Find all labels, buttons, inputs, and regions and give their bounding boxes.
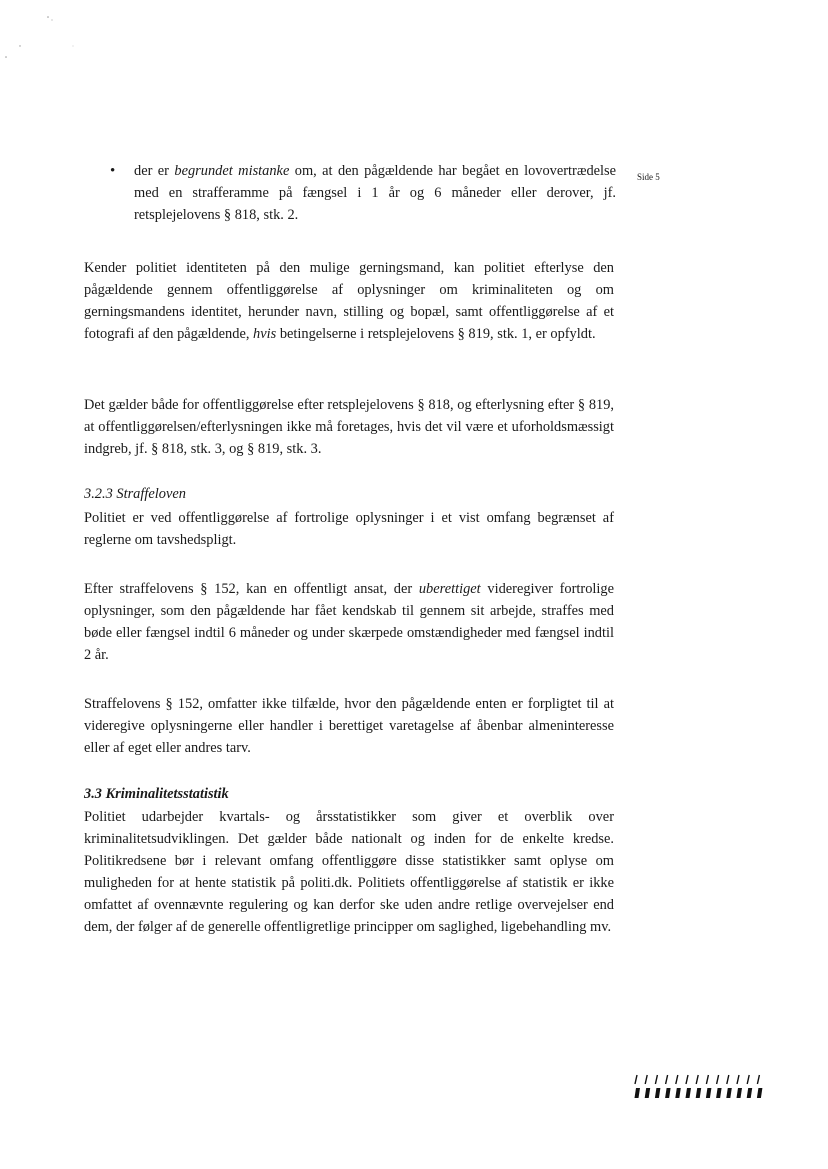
barcode-bottom-mark [747, 1088, 753, 1098]
section-heading-straffeloven: 3.2.3 Straffeloven [84, 486, 186, 502]
bullet-text-end: om, at den pågældende har begået en lovovertrædelse med en strafferamme på fængsel i 1 år og 6 måneder eller derover, jf. retsplejelovens § 818, stk. 2. [134, 163, 617, 223]
barcode-top-mark [635, 1075, 637, 1084]
bullet-text [134, 160, 616, 226]
barcode-top-mark [717, 1075, 719, 1084]
paragraph-statistics: Politiet udarbejder kvartals- og årsstatistikker som giver et overblik over kriminalitetsudviklingen. Det gælder både nationalt og inden for de enkelte kredse. Politikredsene bør i relevant omfang offentliggøre disse statistikker samt oplyse om muligheden for at hente statistik på politi.dk. Politiets offentliggørelse af statistik er ikke omfattet af ovennævnte regulering og kan derfor ske uden andre retlige overvejelser end dem, der følger af de generelle offentligretlige principper om saglighed, ligebehandling mv. [84, 809, 614, 935]
barcode-bottom-mark [726, 1088, 732, 1098]
paragraph-proportionality: Det gælder både for offentliggørelse efter retsplejelovens § 818, og efterlysning efter § 819, at offentliggørelsen/efterlysningen ikke må foretages, hvis det vil være et uforholdsmæssigt indgreb, jf. § 818, stk. 3, og § 819, stk. 3. [84, 397, 614, 457]
barcode-bottom-mark [675, 1088, 681, 1098]
barcode-top-mark [696, 1075, 698, 1084]
paragraph-straffelovens-152 [84, 578, 614, 666]
barcode-bottom-mark [706, 1088, 712, 1098]
barcode-bottom-mark [655, 1088, 661, 1098]
bullet-text-start: der er [134, 163, 175, 179]
barcode-bottom-mark [665, 1088, 671, 1098]
barcode-top-mark [757, 1075, 759, 1084]
barcode-stamp [632, 1073, 766, 1100]
barcode-top-mark [686, 1075, 688, 1084]
barcode-bottom-mark [737, 1088, 743, 1098]
bullet-emphasis: begrundet mistanke [174, 163, 290, 179]
bullet-item [110, 160, 616, 226]
bullet-symbol: • [110, 163, 116, 179]
paragraph-4-start: Efter straffelovens § 152, kan en offentligt ansat, der [84, 581, 419, 597]
page-side-label: Side 5 [637, 172, 660, 182]
paragraph-1-end: betingelserne i retsplejelovens § 819, stk. 1, er opfyldt. [276, 326, 596, 342]
barcode-top-mark [737, 1075, 739, 1084]
barcode-top-mark [676, 1075, 678, 1084]
barcode-bottom-mark [716, 1088, 722, 1098]
barcode-top-mark [727, 1075, 729, 1084]
barcode-bottom-mark [635, 1088, 641, 1098]
paragraph-4-end: videregiver fortrolige oplysninger, som den pågældende har fået kendskab til gennem sit arbejde, straffes med bøde eller fængsel indtil 6 måneder og under skærpede omstændigheder med fængsel indtil 2 år. [84, 581, 614, 663]
section-heading-kriminalitetsstatistik: 3.3 Kriminalitetsstatistik [84, 786, 229, 802]
paragraph-tavshedspligt: Politiet er ved offentliggørelse af fortrolige oplysninger i et vist omfang begrænset af reglerne om tavshedspligt. [84, 510, 614, 548]
barcode-bottom-mark [696, 1088, 702, 1098]
barcode-bottom-mark [757, 1088, 763, 1098]
paragraph-1-emphasis: hvis [253, 326, 277, 342]
paragraph-1-start: Kender politiet identiteten på den mulige gerningsmand, kan politiet efterlyse den pågældende gennem offentliggørelse af oplysninger om kriminaliteten og om gerningsmandens identitet, herunder navn, stilling og bopæl, samt offentliggørelse af et fotografi af den pågældende, [84, 260, 614, 342]
barcode-bottom-mark [686, 1088, 692, 1098]
scan-specks [0, 0, 90, 80]
barcode-top-mark [645, 1075, 647, 1084]
paragraph-efterlysning [84, 257, 614, 345]
barcode-bottom-mark [645, 1088, 651, 1098]
barcode-top-mark [747, 1075, 749, 1084]
barcode-top-mark [666, 1075, 668, 1084]
paragraph-4-emphasis: uberettiget [418, 581, 481, 597]
paragraph-exceptions: Straffelovens § 152, omfatter ikke tilfælde, hvor den pågældende enten er forpligtet til at videregive oplysningerne eller handler i berettiget varetagelse af åbenbar almeninteresse eller af eget eller andres tarv. [84, 696, 614, 756]
barcode-top-mark [655, 1075, 657, 1084]
barcode-top-mark [706, 1075, 708, 1084]
